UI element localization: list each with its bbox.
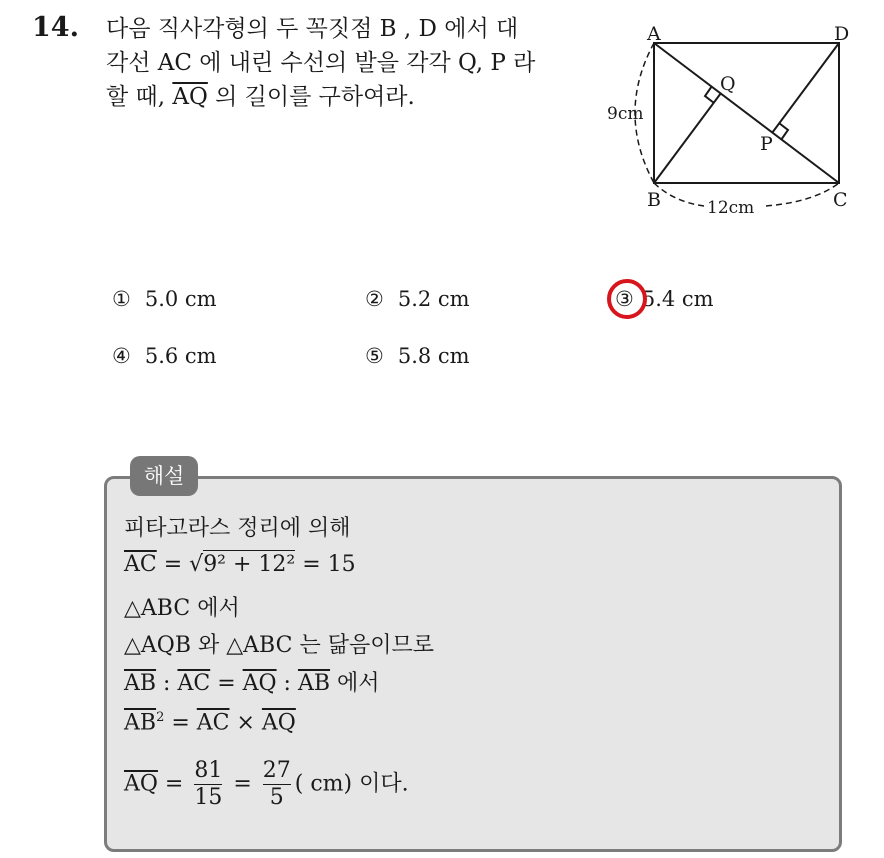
label-q: Q: [720, 73, 736, 95]
segment-aq: $\overline{AQ}$: [172, 84, 208, 110]
solution-line-5: [124, 666, 380, 697]
label-p: P: [760, 133, 773, 155]
question-line-3: [106, 80, 586, 114]
rectangle-figure: [596, 16, 866, 226]
equals-sign: =: [156, 552, 190, 577]
line-tail: 에서: [330, 671, 380, 696]
solution-line-2: [124, 552, 356, 577]
choice-1-text: 5.0 cm: [144, 287, 217, 311]
choice-5[interactable]: [365, 344, 470, 368]
line-tail: ( cm) 이다.: [294, 771, 409, 797]
segment-ab: $\overline{AB}$: [124, 710, 157, 736]
choice-2[interactable]: [365, 287, 470, 311]
segment-aq: $\overline{AQ}$: [242, 671, 277, 696]
question-line-1: 다음 직사각형의 두 꼭짓점 B , D 에서 대: [106, 16, 519, 42]
segment-aq: $\overline{AQ}$: [261, 710, 296, 736]
perpendicular-dp: [772, 43, 839, 133]
equals-sign: =: [164, 710, 197, 736]
sqrt-sign: √: [189, 552, 204, 577]
choice-4[interactable]: [112, 344, 217, 368]
label-width: 12cm: [707, 198, 755, 218]
width-dimension-arc-right: [766, 183, 839, 206]
equals-sign: =: [226, 771, 259, 797]
question-number: 14.: [32, 12, 79, 43]
question-line-2: 각선 AC 에 내린 수선의 발을 각각 Q, P 라: [106, 50, 536, 76]
solution-line-1: 피타고라스 정리에 의해: [124, 516, 351, 541]
solution-line-6: [124, 710, 296, 735]
segment-ab: $\overline{AB}$: [297, 671, 331, 696]
segment-aq: $\overline{AQ}$: [124, 771, 158, 797]
numerator: 27: [262, 758, 291, 783]
answer-mark-circle: [607, 279, 647, 319]
ratio-colon: :: [156, 671, 178, 696]
question-line-3-suffix: 의 길이를 구하여라.: [207, 84, 415, 110]
question-line-3-prefix: 할 때,: [106, 84, 173, 110]
numerator: 81: [194, 758, 223, 783]
label-c: C: [833, 189, 848, 211]
choice-4-number: ④: [112, 344, 131, 368]
choice-3-text: 5.4 cm: [641, 287, 714, 311]
equals-sign: =: [210, 671, 243, 696]
label-b: B: [647, 189, 661, 211]
perpendicular-bq: [654, 93, 721, 183]
sqrt-radicand: 9² + 12²: [203, 552, 296, 577]
sqrt-result: = 15: [295, 552, 356, 577]
segment-ab: $\overline{AB}$: [124, 671, 157, 696]
width-dimension-arc-left: [654, 183, 704, 206]
exponent: 2: [156, 710, 165, 725]
choice-2-text: 5.2 cm: [397, 287, 470, 311]
solution-line-4: △AQB 와 △ABC 는 닮음이므로: [124, 633, 434, 658]
label-a: A: [647, 23, 661, 45]
choice-1-number: ①: [112, 287, 131, 311]
denominator: 15: [194, 785, 223, 810]
solution-line-7: [124, 758, 409, 811]
diagonal-ac: [654, 43, 839, 183]
question-text: [106, 12, 586, 114]
choice-1[interactable]: [112, 287, 217, 311]
segment-ac: $\overline{AC}$: [177, 671, 211, 696]
denominator: 5: [263, 784, 291, 811]
segment-ac: $\overline{AC}$: [196, 710, 230, 736]
choice-3-number: ③: [615, 287, 634, 311]
equals-sign: =: [157, 771, 191, 797]
choice-5-number: ⑤: [365, 344, 384, 368]
segment-ac: $\overline{AC}$: [124, 552, 157, 577]
solution-tag: 해설: [130, 456, 198, 496]
fraction-81-15: [194, 758, 222, 811]
label-d: D: [834, 23, 850, 45]
times-sign: ×: [229, 710, 262, 736]
choice-5-text: 5.8 cm: [397, 344, 470, 368]
label-height: 9cm: [607, 104, 644, 124]
solution-line-3: △ABC 에서: [124, 596, 240, 621]
choice-2-number: ②: [365, 287, 384, 311]
ratio-colon: :: [276, 671, 298, 696]
fraction-27-5: [263, 758, 291, 811]
choice-4-text: 5.6 cm: [144, 344, 217, 368]
